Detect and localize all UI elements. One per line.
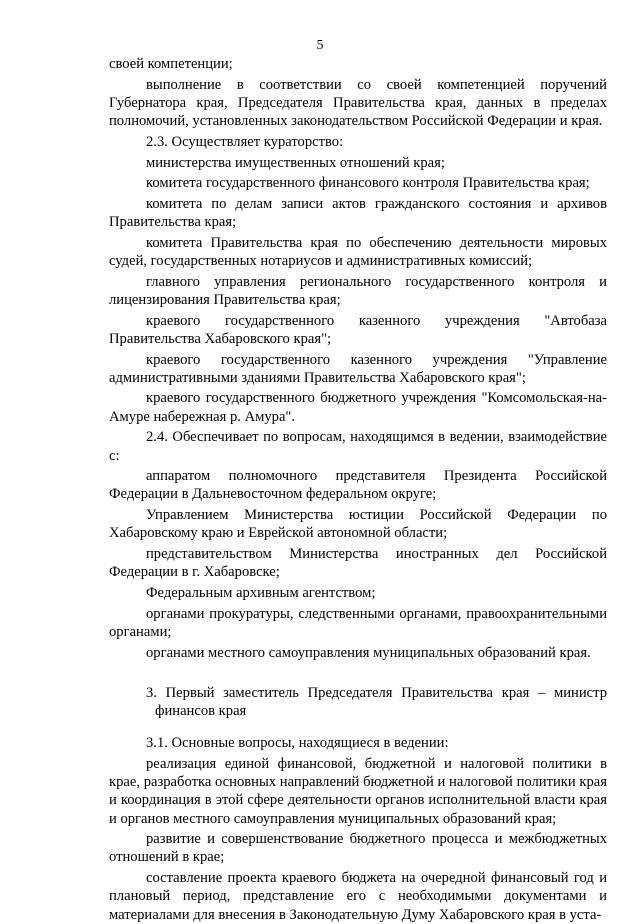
paragraph: министерства имущественных отношений края; [146, 154, 445, 171]
section-title-line-1: 3. Первый заместитель Председателя Правительства края – министр [146, 684, 607, 701]
paragraph: краевого государственного бюджетного учреждения "Комсомольская-на-Амуре набережная р. Амура". [109, 390, 607, 425]
paragraph: главного управления регионального государственного контроля и лицензирования Правительства края; [109, 273, 607, 308]
paragraph: 2.4. Обеспечивает по вопросам, находящимся в ведении, взаимодействие с: [109, 429, 607, 464]
section-title [109, 684, 607, 720]
paragraph: выполнение в соответствии со своей компетенцией поручений Губернатора края, Председателя Правительства края, данных в пределах полномочий, установленных законодательством Российской Федерации и края. [109, 76, 607, 130]
paragraph: 3.1. Основные вопросы, находящиеся в ведении: [146, 735, 449, 752]
paragraph: 2.3. Осуществляет кураторство: [146, 133, 344, 150]
paragraph: Федеральным архивным агентством; [146, 584, 376, 601]
section-title-line-2: финансов края [155, 703, 247, 719]
document-body [109, 55, 607, 924]
paragraph: органами местного самоуправления муниципальных образований края. [146, 644, 591, 661]
paragraph: Управлением Министерства юстиции Российской Федерации по Хабаровскому краю и Еврейской автономной области; [109, 507, 607, 542]
paragraph: органами прокуратуры, следственными органами, правоохранительными органами; [109, 605, 607, 640]
paragraph: комитета государственного финансового контроля Правительства края; [146, 175, 590, 192]
paragraph: комитета по делам записи актов гражданского состояния и архивов Правительства края; [109, 195, 607, 231]
paragraph: развитие и совершенствование бюджетного процесса и межбюджетных отношений в крае; [109, 831, 607, 866]
paragraph: аппаратом полномочного представителя Президента Российской Федерации в Дальневосточном федеральном округе; [109, 468, 607, 503]
paragraph: краевого государственного казенного учреждения "Управление административными зданиями Правительства Хабаровского края"; [109, 351, 607, 386]
paragraph: составление проекта краевого бюджета на очередной финансовый год и плановый период, представление его с необходимыми документами и материалами для внесения в Законодательную Думу Хабаровского края в уста- [109, 870, 607, 923]
page-number: 5 [316, 37, 324, 52]
paragraph: своей компетенции; [109, 56, 233, 72]
paragraphs-part-b [109, 734, 607, 924]
paragraphs-part-a [109, 55, 607, 662]
paragraph: комитета Правительства края по обеспечению деятельности мировых судей, государственных нотариусов и административных комиссий; [109, 234, 607, 270]
paragraph: представительством Министерства иностранных дел Российской Федерации в г. Хабаровске; [109, 546, 607, 581]
paragraph: краевого государственного казенного учреждения "Автобаза Правительства Хабаровского края"; [109, 312, 607, 347]
paragraph: реализация единой финансовой, бюджетной и налоговой политики в крае, разработка основных направлений бюджетной и налоговой политики края и координация в этой сфере деятельности органов исполнительной власти края и органов местного самоуправления муниципальных образований края; [109, 755, 607, 827]
